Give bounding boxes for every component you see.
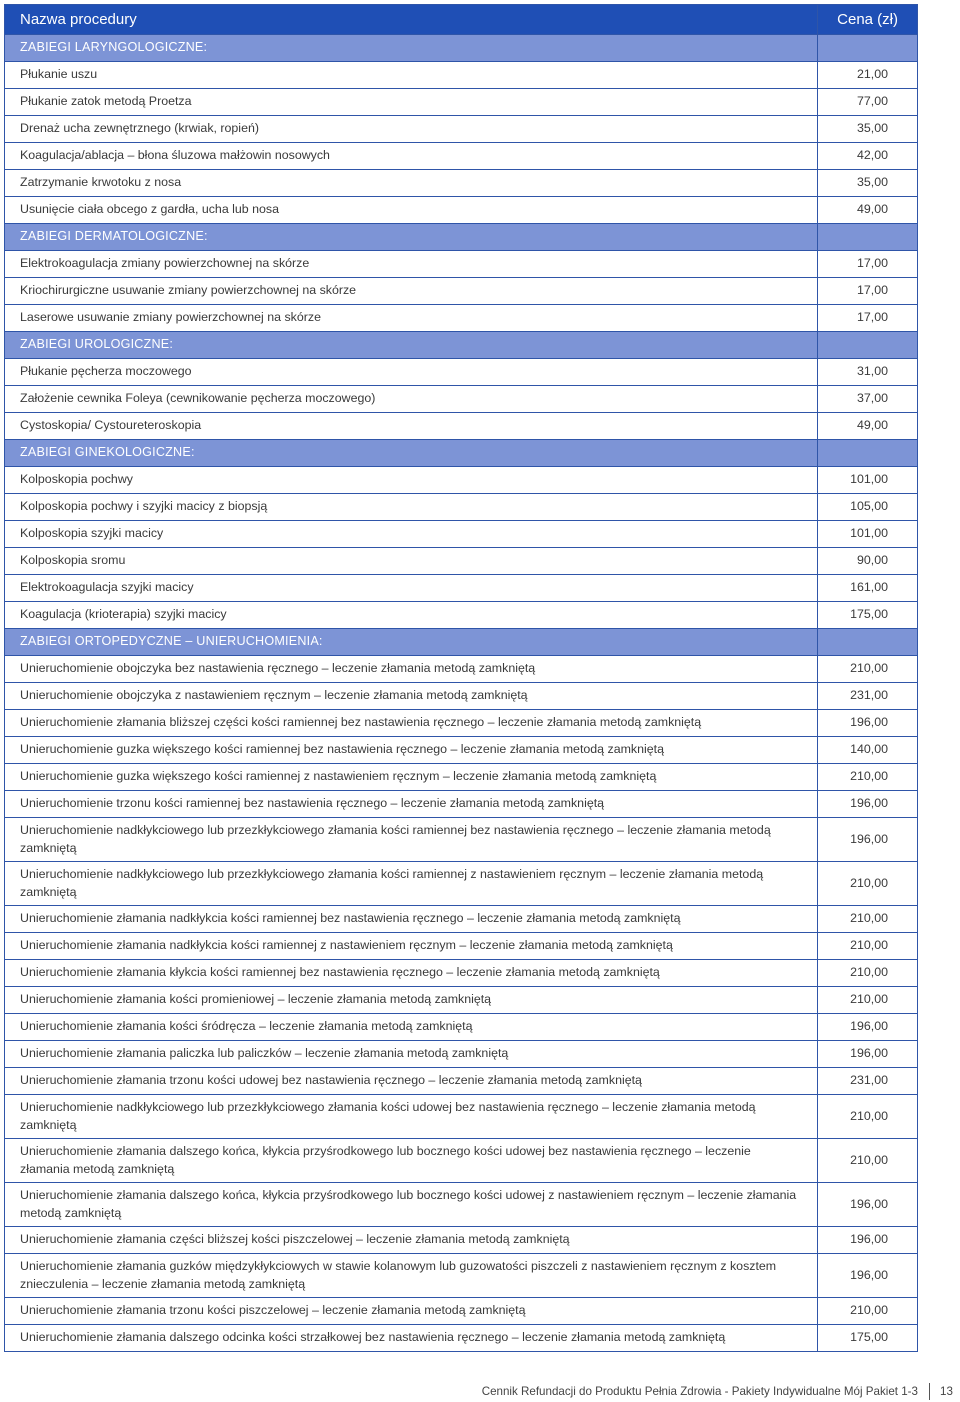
procedure-name: Laserowe usuwanie zmiany powierzchownej na skórze — [5, 305, 818, 332]
table-row — [5, 62, 918, 89]
table-row — [5, 305, 918, 332]
table-row — [5, 818, 918, 862]
procedure-price: 21,00 — [818, 62, 918, 89]
procedure-price: 210,00 — [818, 764, 918, 791]
procedure-price: 231,00 — [818, 683, 918, 710]
procedure-name: Elektrokoagulacja zmiany powierzchownej na skórze — [5, 251, 818, 278]
procedure-price: 210,00 — [818, 960, 918, 987]
table-row — [5, 960, 918, 987]
table-row — [5, 933, 918, 960]
table-row — [5, 791, 918, 818]
section-price-cell — [818, 224, 918, 251]
procedure-price: 196,00 — [818, 1227, 918, 1254]
procedure-name: Kolposkopia pochwy — [5, 467, 818, 494]
price-table — [4, 4, 918, 1352]
procedure-price: 196,00 — [818, 710, 918, 737]
procedure-price: 210,00 — [818, 987, 918, 1014]
procedure-price: 210,00 — [818, 862, 918, 906]
procedure-price: 161,00 — [818, 575, 918, 602]
procedure-name: Kolposkopia pochwy i szyjki macicy z biopsją — [5, 494, 818, 521]
procedure-name: Założenie cewnika Foleya (cewnikowanie pęcherza moczowego) — [5, 386, 818, 413]
procedure-price: 101,00 — [818, 467, 918, 494]
procedure-price: 196,00 — [818, 1041, 918, 1068]
procedure-name: Unieruchomienie złamania nadkłykcia kości ramiennej z nastawieniem ręcznym – leczenie złamania metodą zamkniętą — [5, 933, 818, 960]
procedure-name: Unieruchomienie złamania części bliższej kości piszczelowej – leczenie złamania metodą zamkniętą — [5, 1227, 818, 1254]
procedure-price: 105,00 — [818, 494, 918, 521]
table-row — [5, 359, 918, 386]
procedure-price: 196,00 — [818, 1183, 918, 1227]
procedure-name: Płukanie uszu — [5, 62, 818, 89]
footer-divider — [929, 1383, 930, 1400]
procedure-name: Unieruchomienie złamania dalszego odcinka kości strzałkowej bez nastawienia ręcznego – leczenie złamania metodą zamkniętą — [5, 1325, 818, 1352]
procedure-name: Zatrzymanie krwotoku z nosa — [5, 170, 818, 197]
procedure-name: Unieruchomienie złamania nadkłykcia kości ramiennej bez nastawienia ręcznego – leczenie złamania metodą zamkniętą — [5, 906, 818, 933]
procedure-price: 210,00 — [818, 1095, 918, 1139]
page-number: 13 — [940, 1385, 953, 1398]
table-row — [5, 1041, 918, 1068]
procedure-price: 231,00 — [818, 1068, 918, 1095]
procedure-name: Unieruchomienie złamania guzków międzykłykciowych w stawie kolanowym lub guzowatości piszczeli z nastawieniem ręcznym z kosztem znieczulenia – leczenie złamania metodą zamkniętą — [5, 1254, 818, 1298]
procedure-price: 175,00 — [818, 602, 918, 629]
procedure-name: Płukanie zatok metodą Proetza — [5, 89, 818, 116]
procedure-price: 175,00 — [818, 1325, 918, 1352]
procedure-price: 17,00 — [818, 251, 918, 278]
procedure-name: Unieruchomienie złamania paliczka lub paliczków – leczenie złamania metodą zamkniętą — [5, 1041, 818, 1068]
table-row — [5, 764, 918, 791]
procedure-name: Unieruchomienie złamania kłykcia kości ramiennej bez nastawienia ręcznego – leczenie złamania metodą zamkniętą — [5, 960, 818, 987]
table-row — [5, 251, 918, 278]
procedure-price: 35,00 — [818, 116, 918, 143]
procedure-price: 140,00 — [818, 737, 918, 764]
procedure-name: Unieruchomienie nadkłykciowego lub przezkłykciowego złamania kości ramiennej z nastawieniem ręcznym – leczenie złamania metodą zamkniętą — [5, 862, 818, 906]
procedure-price: 49,00 — [818, 197, 918, 224]
table-row — [5, 548, 918, 575]
procedure-name: Płukanie pęcherza moczowego — [5, 359, 818, 386]
table-row — [5, 278, 918, 305]
procedure-price: 31,00 — [818, 359, 918, 386]
price-column-header: Cena (zł) — [818, 5, 918, 35]
procedure-price: 49,00 — [818, 413, 918, 440]
table-row — [5, 710, 918, 737]
procedure-name: Unieruchomienie złamania dalszego końca, kłykcia przyśrodkowego lub bocznego kości udowej bez nastawienia ręcznego – leczenie złamania metodą zamkniętą — [5, 1139, 818, 1183]
procedure-name: Cystoskopia/ Cystoureteroskopia — [5, 413, 818, 440]
table-row — [5, 467, 918, 494]
section-price-cell — [818, 332, 918, 359]
table-row — [5, 1068, 918, 1095]
procedure-name: Unieruchomienie nadkłykciowego lub przezkłykciowego złamania kości udowej bez nastawienia ręcznego – leczenie złamania metodą zamkniętą — [5, 1095, 818, 1139]
procedure-price: 42,00 — [818, 143, 918, 170]
table-row — [5, 197, 918, 224]
procedure-name: Unieruchomienie złamania trzonu kości udowej bez nastawienia ręcznego – leczenie złamania metodą zamkniętą — [5, 1068, 818, 1095]
procedure-price: 17,00 — [818, 278, 918, 305]
table-row — [5, 1014, 918, 1041]
table-row — [5, 1254, 918, 1298]
table-row — [5, 494, 918, 521]
procedure-name: Kriochirurgiczne usuwanie zmiany powierzchownej na skórze — [5, 278, 818, 305]
table-row — [5, 170, 918, 197]
section-price-cell — [818, 629, 918, 656]
procedure-column-header: Nazwa procedury — [5, 5, 818, 35]
procedure-price: 210,00 — [818, 906, 918, 933]
table-row — [5, 1325, 918, 1352]
table-row — [5, 862, 918, 906]
procedure-name: Unieruchomienie złamania kości śródręcza – leczenie złamania metodą zamkniętą — [5, 1014, 818, 1041]
table-row — [5, 1183, 918, 1227]
procedure-name: Elektrokoagulacja szyjki macicy — [5, 575, 818, 602]
table-row — [5, 1095, 918, 1139]
procedure-name: Unieruchomienie złamania bliższej części kości ramiennej bez nastawienia ręcznego – leczenie złamania metodą zamkniętą — [5, 710, 818, 737]
table-row — [5, 1298, 918, 1325]
procedure-price: 196,00 — [818, 791, 918, 818]
procedure-price: 90,00 — [818, 548, 918, 575]
procedure-price: 101,00 — [818, 521, 918, 548]
section-price-cell — [818, 35, 918, 62]
table-row — [5, 1227, 918, 1254]
table-row — [5, 521, 918, 548]
section-title: ZABIEGI ORTOPEDYCZNE – UNIERUCHOMIENIA: — [5, 629, 818, 656]
procedure-name: Unieruchomienie nadkłykciowego lub przezkłykciowego złamania kości ramiennej bez nastawienia ręcznego – leczenie złamania metodą zamkniętą — [5, 818, 818, 862]
procedure-price: 196,00 — [818, 1254, 918, 1298]
procedure-name: Kolposkopia szyjki macicy — [5, 521, 818, 548]
page-footer — [0, 1385, 960, 1401]
procedure-price: 17,00 — [818, 305, 918, 332]
table-row — [5, 1139, 918, 1183]
table-row — [5, 143, 918, 170]
procedure-price: 37,00 — [818, 386, 918, 413]
table-row — [5, 116, 918, 143]
footer-text: Cennik Refundacji do Produktu Pełnia Zdrowia - Pakiety Indywidualne Mój Pakiet 1-3 — [481, 1385, 918, 1398]
procedure-price: 196,00 — [818, 1014, 918, 1041]
procedure-name: Unieruchomienie złamania trzonu kości piszczelowej – leczenie złamania metodą zamkniętą — [5, 1298, 818, 1325]
procedure-price: 196,00 — [818, 818, 918, 862]
table-body — [5, 35, 918, 1352]
section-price-cell — [818, 440, 918, 467]
procedure-name: Unieruchomienie trzonu kości ramiennej bez nastawienia ręcznego – leczenie złamania metodą zamkniętą — [5, 791, 818, 818]
table-row — [5, 906, 918, 933]
table-header — [5, 5, 918, 35]
procedure-name: Koagulacja/ablacja – błona śluzowa małżowin nosowych — [5, 143, 818, 170]
procedure-name: Usunięcie ciała obcego z gardła, ucha lub nosa — [5, 197, 818, 224]
procedure-price: 210,00 — [818, 656, 918, 683]
procedure-name: Unieruchomienie guzka większego kości ramiennej bez nastawienia ręcznego – leczenie złamania metodą zamkniętą — [5, 737, 818, 764]
section-title: ZABIEGI GINEKOLOGICZNE: — [5, 440, 818, 467]
table-row — [5, 987, 918, 1014]
section-header-row — [5, 35, 918, 62]
section-title: ZABIEGI DERMATOLOGICZNE: — [5, 224, 818, 251]
section-header-row — [5, 629, 918, 656]
table-row — [5, 413, 918, 440]
table-row — [5, 683, 918, 710]
table-row — [5, 89, 918, 116]
procedure-name: Unieruchomienie złamania kości promieniowej – leczenie złamania metodą zamkniętą — [5, 987, 818, 1014]
procedure-price: 210,00 — [818, 933, 918, 960]
section-title: ZABIEGI LARYNGOLOGICZNE: — [5, 35, 818, 62]
procedure-price: 210,00 — [818, 1298, 918, 1325]
table-row — [5, 656, 918, 683]
section-title: ZABIEGI UROLOGICZNE: — [5, 332, 818, 359]
procedure-name: Unieruchomienie guzka większego kości ramiennej z nastawieniem ręcznym – leczenie złamania metodą zamkniętą — [5, 764, 818, 791]
section-header-row — [5, 440, 918, 467]
table-row — [5, 602, 918, 629]
procedure-name: Kolposkopia sromu — [5, 548, 818, 575]
procedure-name: Koagulacja (krioterapia) szyjki macicy — [5, 602, 818, 629]
procedure-price: 35,00 — [818, 170, 918, 197]
procedure-name: Unieruchomienie złamania dalszego końca, kłykcia przyśrodkowego lub bocznego kości udowej z nastawieniem ręcznym – leczenie złamania metodą zamkniętą — [5, 1183, 818, 1227]
section-header-row — [5, 332, 918, 359]
procedure-name: Unieruchomienie obojczyka bez nastawienia ręcznego – leczenie złamania metodą zamkniętą — [5, 656, 818, 683]
procedure-price: 210,00 — [818, 1139, 918, 1183]
table-row — [5, 575, 918, 602]
procedure-price: 77,00 — [818, 89, 918, 116]
section-header-row — [5, 224, 918, 251]
procedure-name: Drenaż ucha zewnętrznego (krwiak, ropień) — [5, 116, 818, 143]
procedure-name: Unieruchomienie obojczyka z nastawieniem ręcznym – leczenie złamania metodą zamkniętą — [5, 683, 818, 710]
table-row — [5, 737, 918, 764]
table-row — [5, 386, 918, 413]
